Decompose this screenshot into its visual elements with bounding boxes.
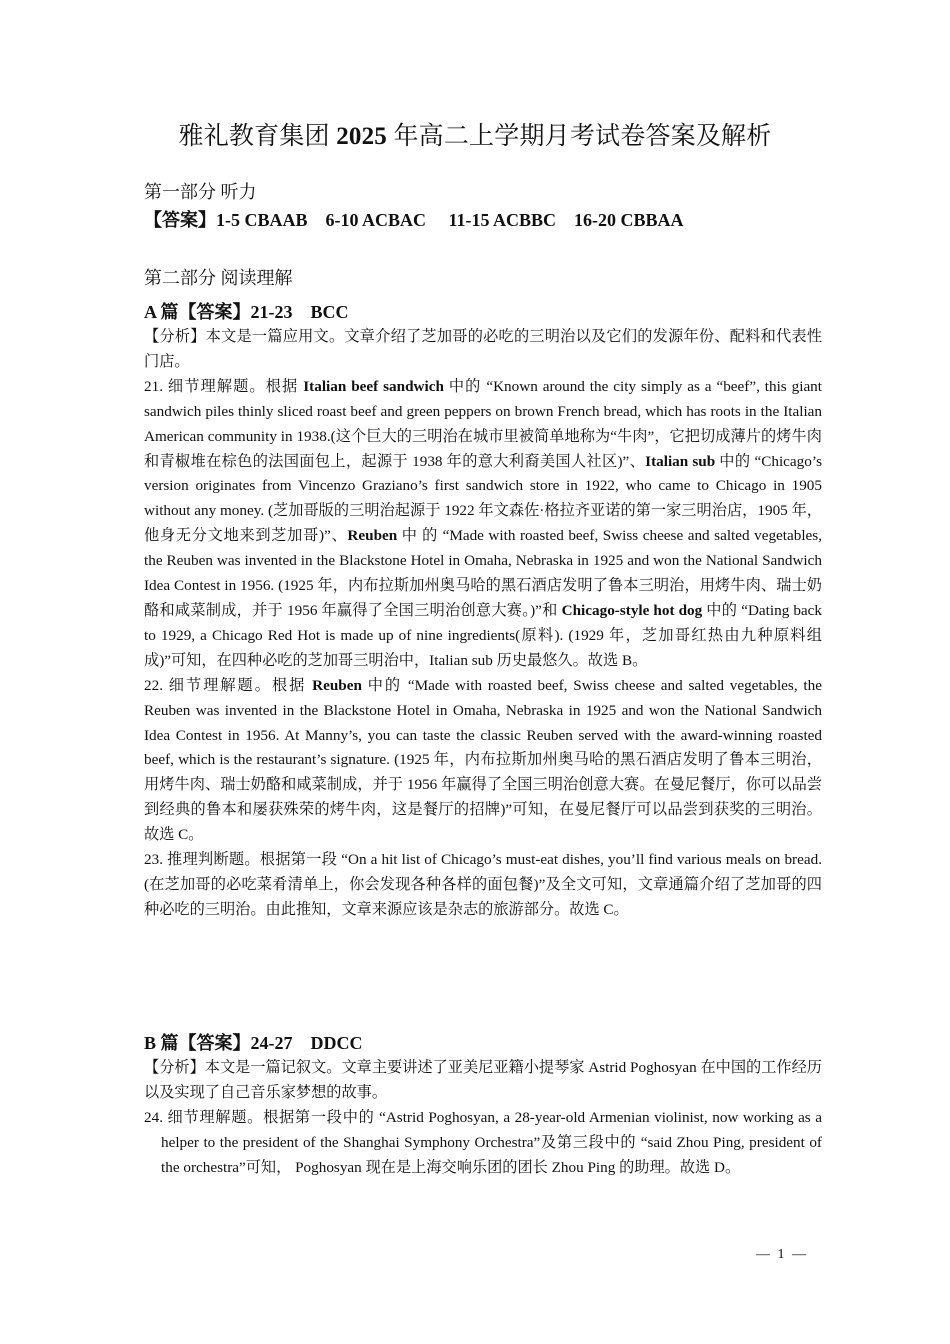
question-23: 23. 推理判断题。根据第一段 “On a hit list of Chicago’s must-eat dishes, you’ll find various meals on bread. (在芝加哥的必吃菜肴清单上，你会发现各种各样的面包餐)”及全文可知，文章通篇介绍了芝加哥的四种必吃的三明治。由此推知，文章来源应该是杂志的旅游部分。故选 C。 — [144, 851, 822, 918]
question-22: 22. 细节理解题。根据 Reuben 中的 “Made with roasted beef, Swiss cheese and salted vegetables, the Reuben was invented in the Blackstone Hotel in Omaha, Nebraska in 1925 and won the National Sandwich Idea Contest in 1956. At Manny’s, you can taste the classic Reuben served with the award-winning roasted beef, which is the restaurant’s signature. (1925 年，内布拉斯加州奥马哈的黑石酒店发明了鲁本三明治，用烤牛肉、瑞士奶酪和咸菜制成，并于 1956 年赢得了全国三明治创意大赛。在曼尼餐厅，你可以品尝到经典的鲁本和屡获殊荣的烤牛肉，这是餐厅的招牌)”可知，在曼尼餐厅可以品尝到获奖的三明治。故选 C。 — [144, 676, 822, 844]
page-number: — 1 — — [756, 1247, 808, 1262]
passage-b-body — [144, 1056, 822, 1181]
question-21: 21. 细节理解题。根据 Italian beef sandwich 中的 “Known around the city simply as a “beef”, this giant sandwich piles thinly sliced roast beef and green peppers on brown French bread, which has roots in the Italian American community in 1938.(这个巨大的三明治在城市里被简单地称为“牛肉”，它把切成薄片的烤牛肉和青椒堆在棕色的法国面包上，起源于 1938 年的意大利裔美国人社区)”、Italian sub 中的 “Chicago’s version originates from Vincenzo Graziano’s first sandwich store in 1922, who came to Chicago in 1905 without any money. (芝加哥版的三明治起源于 1922 年文森佐·格拉齐亚诺的第一家三明治店，1905 年，他身无分文地来到芝加哥)”、Reuben 中 的 “Made with roasted beef, Swiss cheese and salted vegetables, the Reuben was invented in the Blackstone Hotel in Omaha, Nebraska in 1925 and won the National Sandwich Idea Contest in 1956. (1925 年，内布拉斯加州奥马哈的黑石酒店发明了鲁本三明治，用烤牛肉、瑞士奶酪和咸菜制成，并于 1956 年赢得了全国三明治创意大赛。)”和 Chicago-style hot dog 中的 “Dating back to 1929, a Chicago Red Hot is made up of nine ingredients(原料). (1929 年，芝加哥红热由九种原料组成)”可知，在四种必吃的芝加哥三明治中，Italian sub 历史最悠久。故选 B。 — [144, 377, 823, 669]
part2-heading: 第二部分 阅读理解 — [144, 268, 293, 288]
part1-answers: 【答案】1-5 CBAAB 6-10 ACBAC 11-15 ACBBC 16-20 CBBAA — [144, 210, 684, 230]
title-rest: 年高二上学期月考试卷答案及解析 — [393, 123, 772, 150]
passage-b-analysis: 【分析】本文是一篇记叙文。文章主要讲述了亚美尼亚籍小提琴家 Astrid Poghosyan 在中国的工作经历以及实现了自己音乐家梦想的故事。 — [144, 1059, 822, 1101]
passage-a-answer: A 篇【答案】21-23 BCC — [144, 302, 349, 322]
title-year: 2025 — [336, 123, 387, 150]
title-org: 雅礼教育集团 — [178, 123, 330, 150]
passage-a-analysis: 【分析】本文是一篇应用文。文章介绍了芝加哥的必吃的三明治以及它们的发源年份、配料和代表性门店。 — [144, 328, 822, 370]
question-24: 24. 细节理解题。根据第一段中的 “Astrid Poghosyan, a 28-year-old Armenian violinist, now working as a helper to the president of the Shanghai Symphony Orchestra”及第三段中的 “said Zhou Ping, president of the orchestra”可知， Poghosyan 现在是上海交响乐团的团长 Zhou Ping 的助理。故选 D。 — [144, 1108, 822, 1176]
passage-b-answer: B 篇【答案】24-27 DDCC — [144, 1033, 363, 1053]
page-title — [0, 116, 950, 152]
passage-a-body — [144, 325, 822, 923]
part1-heading: 第一部分 听力 — [144, 182, 257, 202]
